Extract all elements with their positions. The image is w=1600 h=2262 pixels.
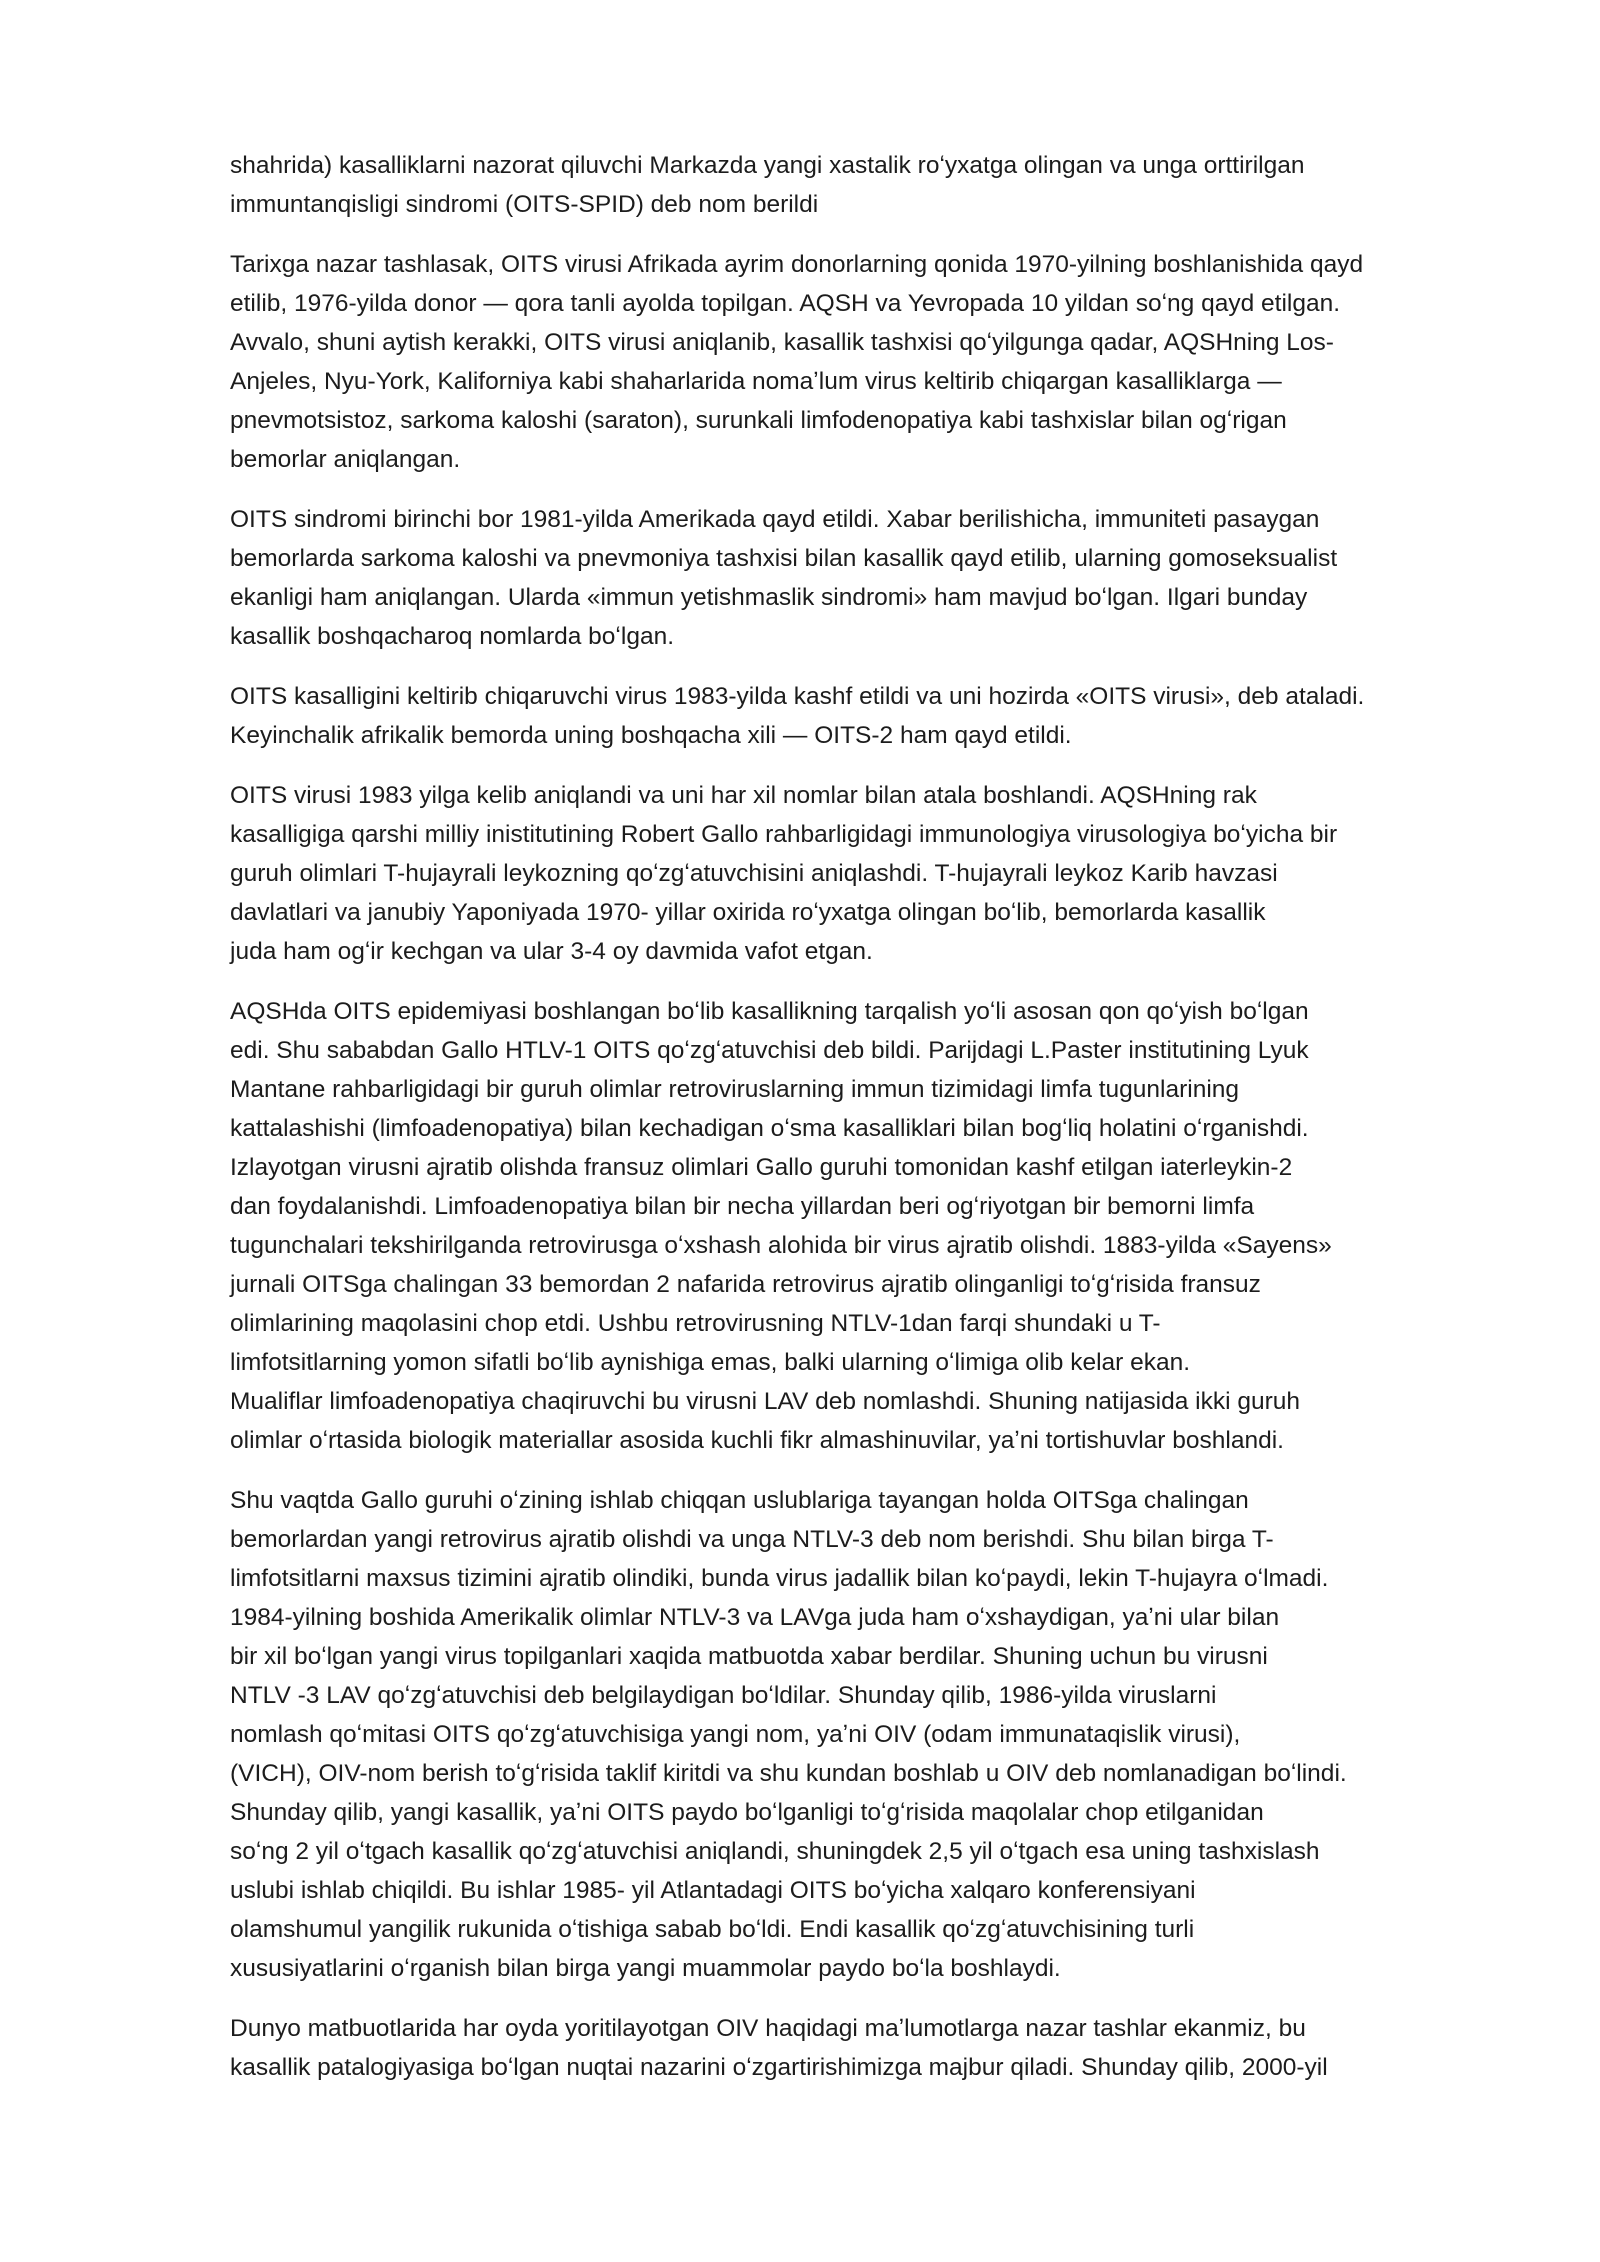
text-line: NTLV -3 LAV qoʻzgʻatuvchisi deb belgilaydigan boʻldilar. Shunday qilib, 1986-yilda viruslarni	[230, 1682, 1217, 1709]
text-line: olimlarining maqolasini chop etdi. Ushbu retrovirusning NTLV-1dan farqi shundaki u T-	[230, 1310, 1161, 1337]
text-line: bir xil boʻlgan yangi virus topilganlari xaqida matbuotda xabar berdilar. Shuning uchun bu virusni	[230, 1643, 1268, 1670]
text-line: Tarixga nazar tashlasak, OITS virusi Afrikada ayrim donorlarning qonida 1970-yilning boshlanishida qayd	[230, 251, 1364, 278]
text-line: immuntanqisligi sindromi (OITS-SPID) deb nom berildi	[230, 191, 819, 218]
text-line: uslubi ishlab chiqildi. Bu ishlar 1985- yil Atlantadagi OITS boʻyicha xalqaro konferensiyani	[230, 1877, 1196, 1904]
text-line: bemorlarda sarkoma kaloshi va pnevmoniya tashxisi bilan kasallik qayd etilib, ularning gomoseksualist	[230, 545, 1338, 572]
text-line: Keyinchalik afrikalik bemorda uning boshqacha xili — OITS-2 ham qayd etildi.	[230, 722, 1072, 749]
paragraph	[230, 677, 1500, 755]
paragraph	[230, 500, 1500, 656]
text-line: AQSHda OITS epidemiyasi boshlangan boʻlib kasallikning tarqalish yoʻli asosan qon qoʻyish boʻlgan	[230, 998, 1309, 1025]
text-line: Dunyo matbuotlarida har oyda yoritilayotgan OIV haqidagi maʼlumotlarga nazar tashlar ekanmiz, bu	[230, 2015, 1306, 2042]
text-line: Shunday qilib, yangi kasallik, yaʼni OITS paydo boʻlganligi toʻgʻrisida maqolalar chop etilganidan	[230, 1799, 1264, 1826]
text-line: OITS kasalligini keltirib chiqaruvchi virus 1983-yilda kashf etildi va uni hozirda «OITS virusi», deb ataladi.	[230, 683, 1365, 710]
text-line: pnevmotsistoz, sarkoma kaloshi (saraton), surunkali limfodenopatiya kabi tashxislar bilan ogʻrigan	[230, 407, 1287, 434]
text-line: davlatlari va janubiy Yaponiyada 1970- yillar oxirida roʻyxatga olingan boʻlib, bemorlarda kasallik	[230, 899, 1266, 926]
text-line: bemorlar aniqlangan.	[230, 446, 461, 473]
text-line: kasallik boshqacharoq nomlarda boʻlgan.	[230, 623, 675, 650]
document-page	[230, 146, 1500, 2108]
text-line: OITS virusi 1983 yilga kelib aniqlandi va uni har xil nomlar bilan atala boshlandi. AQSHning rak	[230, 782, 1257, 809]
text-line: xususiyatlarini oʻrganish bilan birga yangi muammolar paydo boʻla boshlaydi.	[230, 1955, 1061, 1982]
paragraph	[230, 992, 1500, 1460]
text-line: Mualiflar limfoadenopatiya chaqiruvchi bu virusni LAV deb nomlashdi. Shuning natijasida ikki guruh	[230, 1388, 1300, 1415]
text-line: nomlash qoʻmitasi OITS qoʻzgʻatuvchisiga yangi nom, yaʼni OIV (odam immunataqislik virusi),	[230, 1721, 1241, 1748]
text-line: soʻng 2 yil oʻtgach kasallik qoʻzgʻatuvchisi aniqlandi, shuningdek 2,5 yil oʻtgach esa uning tashxislash	[230, 1838, 1320, 1865]
paragraph	[230, 2009, 1500, 2087]
paragraph	[230, 1481, 1500, 1988]
text-line: kasallik patalogiyasiga boʻlgan nuqtai nazarini oʻzgartirishimizga majbur qiladi. Shunday qilib, 2000-yil	[230, 2054, 1328, 2081]
text-line: jurnali OITSga chalingan 33 bemordan 2 nafarida retrovirus ajratib olinganligi toʻgʻrisida fransuz	[230, 1271, 1261, 1298]
text-line: bemorlardan yangi retrovirus ajratib olishdi va unga NTLV-3 deb nom berishdi. Shu bilan birga T-	[230, 1526, 1274, 1553]
text-line: etilib, 1976-yilda donor — qora tanli ayolda topilgan. AQSH va Yevropada 10 yildan soʻng qayd etilgan.	[230, 290, 1341, 317]
text-line: olamshumul yangilik rukunida oʻtishiga sabab boʻldi. Endi kasallik qoʻzgʻatuvchisining turli	[230, 1916, 1195, 1943]
text-line: edi. Shu sababdan Gallo HTLV-1 OITS qoʻzgʻatuvchisi deb bildi. Parijdagi L.Paster institutining Lyuk	[230, 1037, 1309, 1064]
text-line: kattalashishi (limfoadenopatiya) bilan kechadigan oʻsma kasalliklari bilan bogʻliq holatini oʻrganishdi.	[230, 1115, 1309, 1142]
text-line: limfotsitlarni maxsus tizimini ajratib olindiki, bunda virus jadallik bilan koʻpaydi, lekin T-hujayra oʻlmadi.	[230, 1565, 1329, 1592]
text-line: olimlar oʻrtasida biologik materiallar asosida kuchli fikr almashinuvilar, yaʼni tortishuvlar boshlandi.	[230, 1427, 1284, 1454]
paragraph	[230, 146, 1500, 224]
text-line: Avvalo, shuni aytish kerakki, OITS virusi aniqlanib, kasallik tashxisi qoʻyilgunga qadar, AQSHning Los-	[230, 329, 1334, 356]
paragraph	[230, 245, 1500, 479]
text-line: 1984-yilning boshida Amerikalik olimlar NTLV-3 va LAVga juda ham oʻxshaydigan, yaʼni ular bilan	[230, 1604, 1280, 1631]
text-line: limfotsitlarning yomon sifatli boʻlib aynishiga emas, balki ularning oʻlimiga olib kelar ekan.	[230, 1349, 1191, 1376]
text-line: ekanligi ham aniqlangan. Ularda «immun yetishmaslik sindromi» ham mavjud boʻlgan. Ilgari bunday	[230, 584, 1308, 611]
text-line: OITS sindromi birinchi bor 1981-yilda Amerikada qayd etildi. Xabar berilishicha, immuniteti pasaygan	[230, 506, 1320, 533]
paragraph	[230, 776, 1500, 971]
text-line: dan foydalanishdi. Limfoadenopatiya bilan bir necha yillardan beri ogʻriyotgan bir bemorni limfa	[230, 1193, 1255, 1220]
text-line: juda ham ogʻir kechgan va ular 3-4 oy davmida vafot etgan.	[230, 938, 873, 965]
text-line: tugunchalari tekshirilganda retrovirusga oʻxshash alohida bir virus ajratib olishdi. 1883-yilda «Sayens»	[230, 1232, 1332, 1259]
text-line: guruh olimlari T-hujayrali leykozning qoʻzgʻatuvchisini aniqlashdi. T-hujayrali leykoz Karib havzasi	[230, 860, 1278, 887]
text-line: Izlayotgan virusni ajratib olishda fransuz olimlari Gallo guruhi tomonidan kashf etilgan iaterleykin-2	[230, 1154, 1293, 1181]
text-line: Shu vaqtda Gallo guruhi oʻzining ishlab chiqqan uslublariga tayangan holda OITSga chalingan	[230, 1487, 1249, 1514]
text-line: shahrida) kasalliklarni nazorat qiluvchi Markazda yangi xastalik roʻyxatga olingan va unga orttirilgan	[230, 152, 1305, 179]
text-line: Anjeles, Nyu-York, Kaliforniya kabi shaharlarida nomaʼlum virus keltirib chiqargan kasalliklarga —	[230, 368, 1282, 395]
text-line: kasalligiga qarshi milliy inistitutining Robert Gallo rahbarligidagi immunologiya virusologiya boʻyicha bir	[230, 821, 1338, 848]
text-line: Mantane rahbarligidagi bir guruh olimlar retroviruslarning immun tizimidagi limfa tugunlarining	[230, 1076, 1240, 1103]
text-line: (VICH), OIV-nom berish toʻgʻrisida taklif kiritdi va shu kundan boshlab u OIV deb nomlanadigan boʻlindi.	[230, 1760, 1347, 1787]
